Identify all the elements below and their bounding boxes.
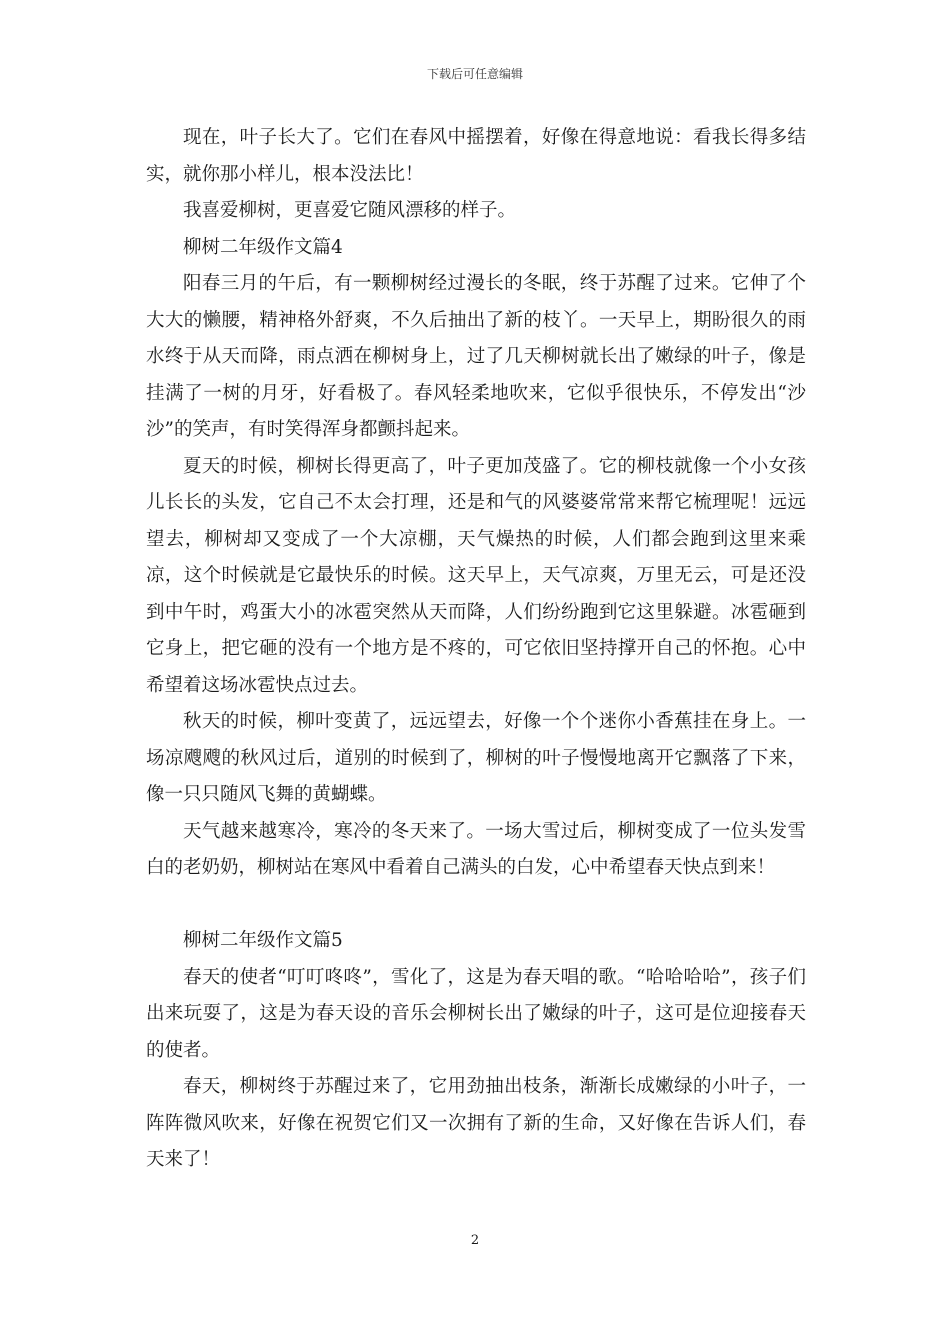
paragraph: 我喜爱柳树，更喜爱它随风漂移的样子。 — [183, 200, 517, 221]
page-number: 2 — [470, 1233, 480, 1248]
paragraph: 阳春三月的午后，有一颗柳树经过漫长的冬眠，终于苏醒了过来。它伸了个大大的懒腰，精神格外舒爽，不久后抽出了新的枝丫。一天早上，期盼很久的雨水终于从天而降，雨点洒在柳树身上，过了几天柳树就长出了嫩绿的叶子，像是挂满了一树的月牙，好看极了。春风轻柔地吹来，它似乎很快乐，不停发出“沙沙”的笑声，有时笑得浑身都颤抖起来。 — [146, 273, 806, 440]
paragraph: 秋天的时候，柳叶变黄了，远远望去，好像一个个迷你小香蕉挂在身上。一场凉飕飕的秋风过后，道别的时候到了，柳树的叶子慢慢地离开它飘落了下来，像一只只随风飞舞的黄蝴蝶。 — [146, 711, 806, 805]
section-title: 柳树二年级作文篇5 — [183, 930, 343, 951]
paragraph: 天气越来越寒冷，寒冷的冬天来了。一场大雪过后，柳树变成了一位头发雪白的老奶奶，柳树站在寒风中看着自己满头的白发，心中希望春天快点到来！ — [146, 820, 806, 878]
document-body — [146, 120, 806, 1179]
paragraph: 春天，柳树终于苏醒过来了，它用劲抽出枝条，渐渐长成嫩绿的小叶子，一阵阵微风吹来，好像在祝贺它们又一次拥有了新的生命，又好像在告诉人们，春天来了！ — [146, 1076, 806, 1170]
paragraph: 夏天的时候，柳树长得更高了，叶子更加茂盛了。它的柳枝就像一个小女孩儿长长的头发，它自己不太会打理，还是和气的风婆婆常常来帮它梳理呢！远远望去，柳树却又变成了一个大凉棚，天气燥热的时候，人们都会跑到这里来乘凉，这个时候就是它最快乐的时候。这天早上，天气凉爽，万里无云，可是还没到中午时，鸡蛋大小的冰雹突然从天而降，人们纷纷跑到它这里躲避。冰雹砸到它身上，把它砸的没有一个地方是不疼的，可它依旧坚持撑开自己的怀抱。心中希望着这场冰雹快点过去。 — [146, 455, 806, 696]
section-title: 柳树二年级作文篇4 — [183, 236, 343, 258]
page-header-note: 下载后可任意编辑 — [426, 67, 523, 81]
blank-line — [146, 887, 806, 924]
paragraph: 春天的使者“叮叮咚咚”，雪化了，这是为春天唱的歌。“哈哈哈哈”，孩子们出来玩耍了，这是为春天设的音乐会柳树长出了嫩绿的叶子，这可是位迎接春天的使者。 — [146, 966, 806, 1061]
paragraph: 现在，叶子长大了。它们在春风中摇摆着，好像在得意地说：看我长得多结实，就你那小样儿，根本没法比！ — [146, 127, 806, 185]
